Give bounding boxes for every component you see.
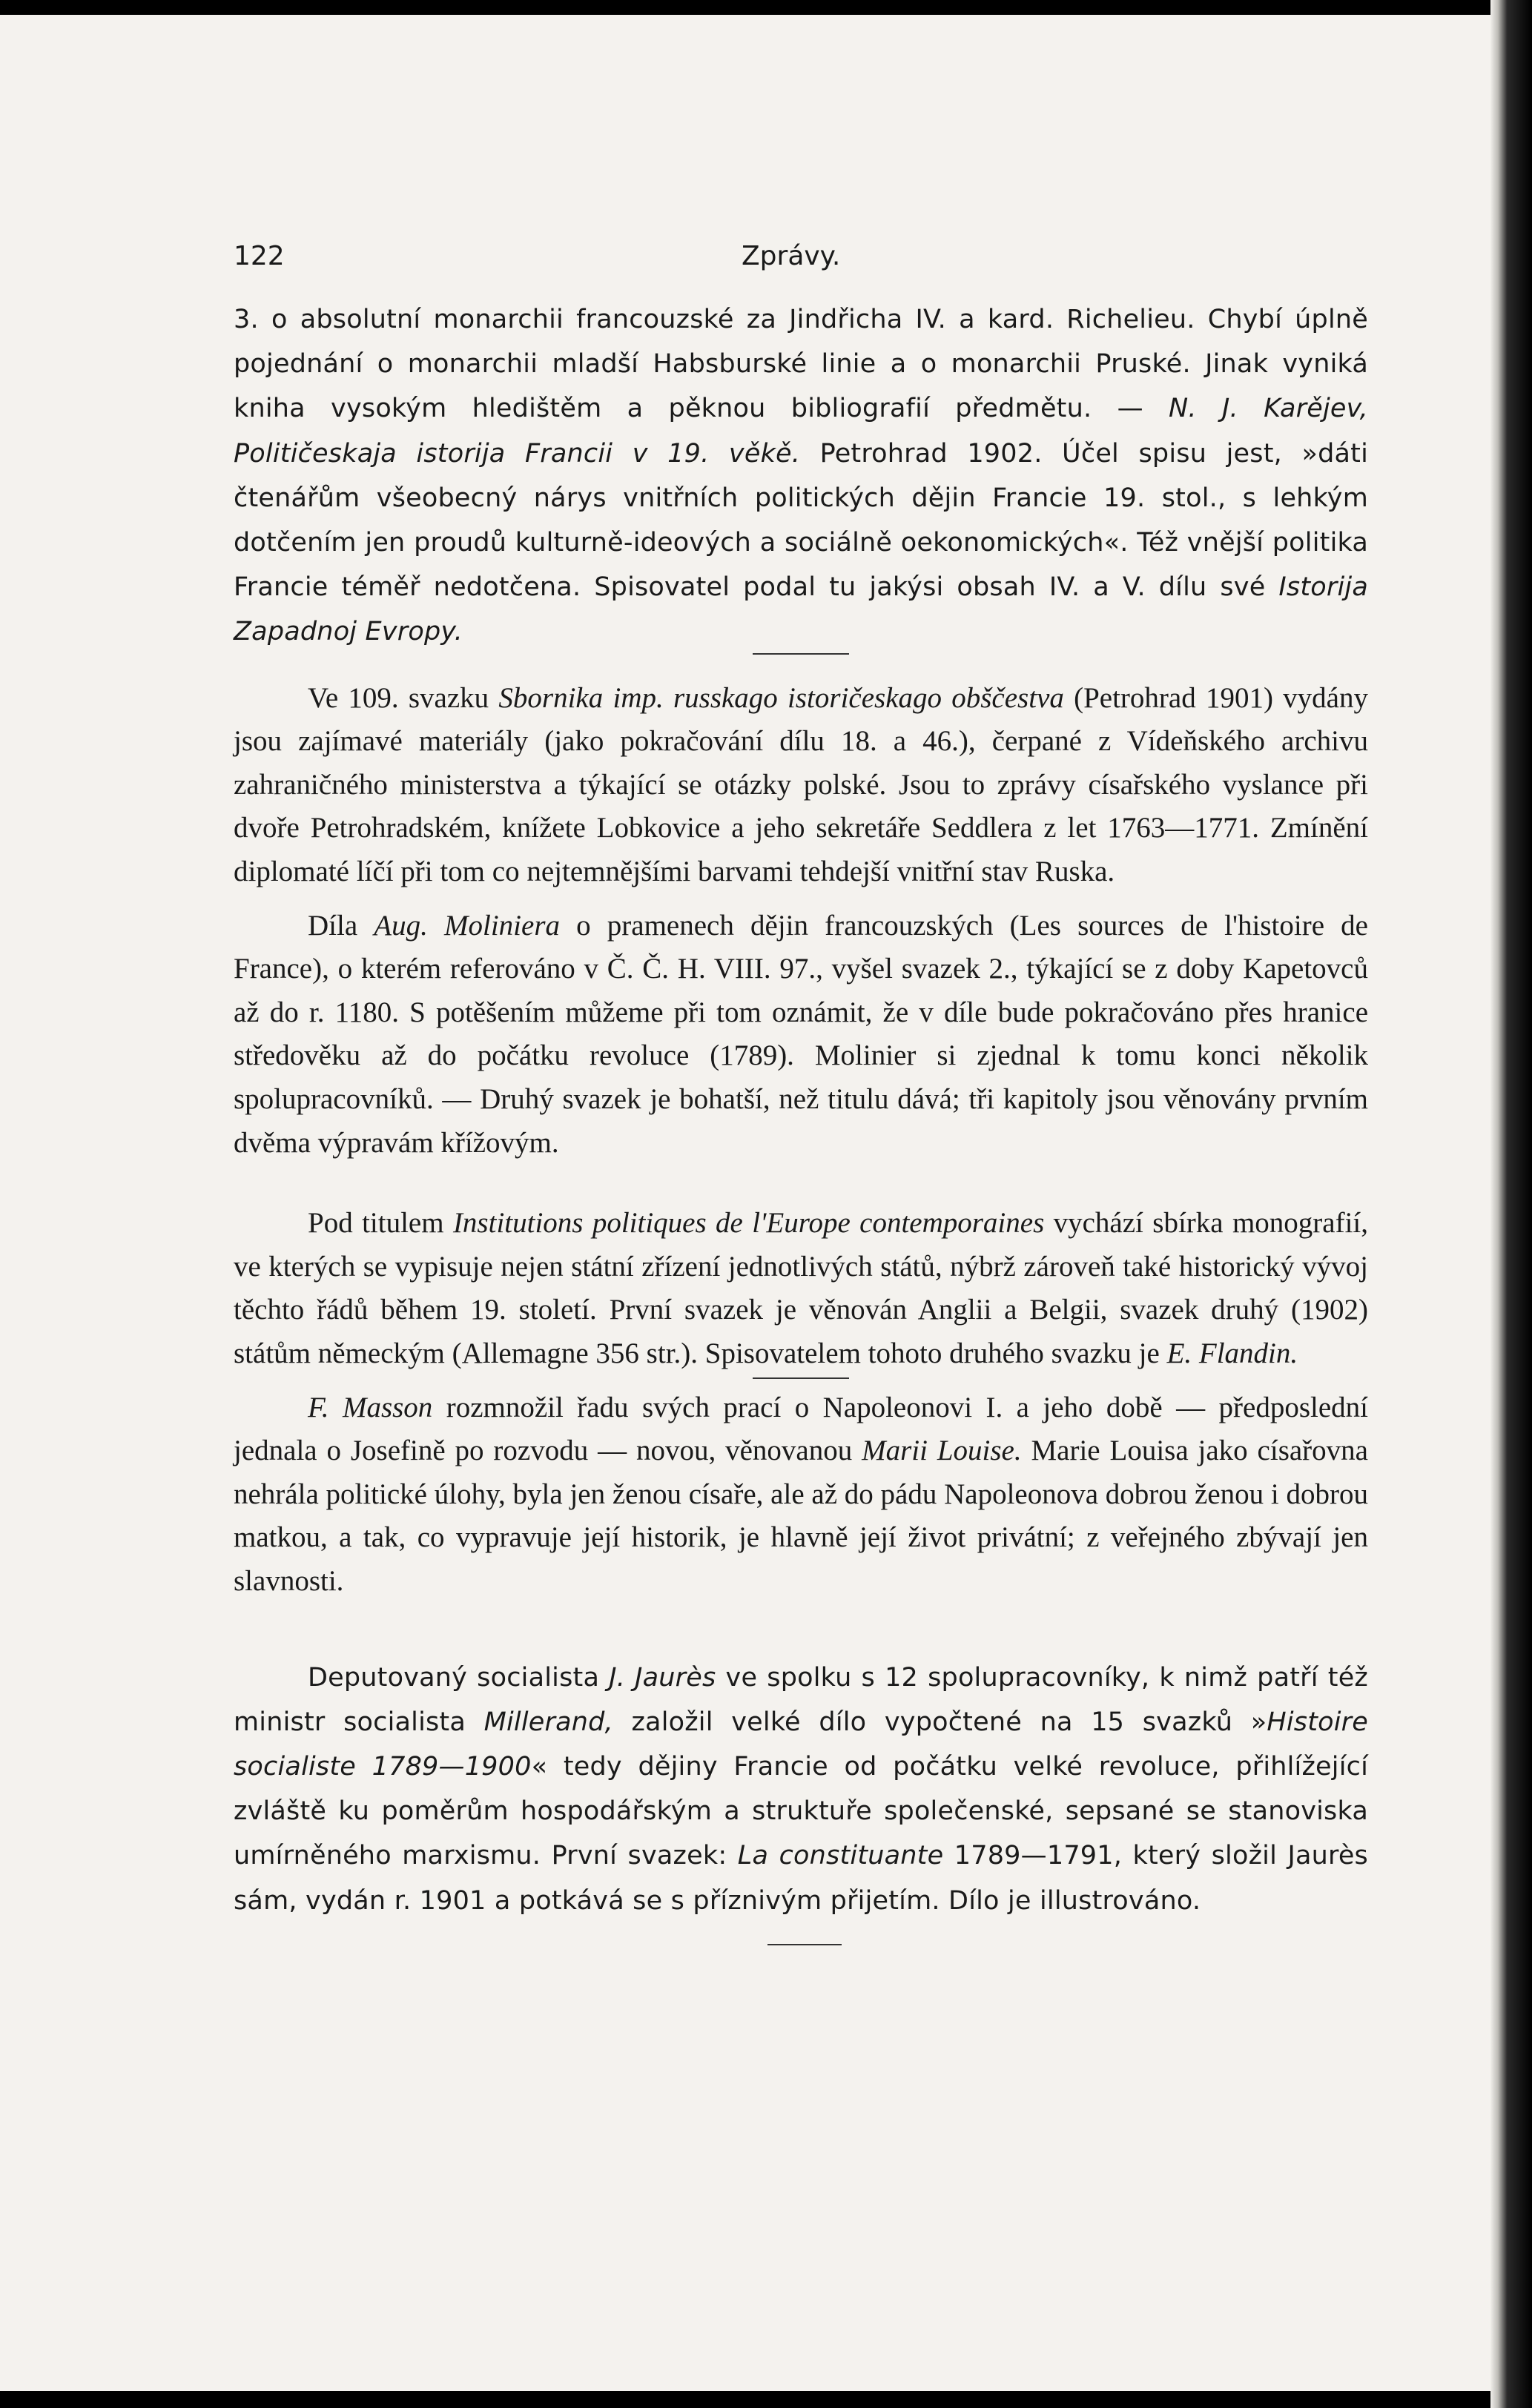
running-title: Zprávy. xyxy=(742,241,841,271)
paragraph-jaures: Deputovaný socialista J. Jaurès ve spolku s 12 spolupracovníky, k nimž patří též ministr socialista Millerand, založil velké dílo vypočtené na 15 svazků »Histoire socialiste 1789—1900« tedy dějiny Francie od počátku velké revoluce, přihlížející zvláště ku poměrům hospodářským a struktuře společenské, sepsané se stanoviska umírněného marxismu. První svazek: La constituante 1789—1791, který složil Jaurès sám, vydán r. 1901 a potkává se s příznivým přijetím. Dílo je illustrováno. xyxy=(234,1662,1368,1916)
book-title-marii-louise: Marii Louise. xyxy=(862,1435,1022,1467)
paragraph-institutions: Pod titulem Institutions politiques de l'Europe contemporaines vychází sbírka monografií, ve kterých se vypisuje nejen státní zřízení jednotlivých států, nýbrž zároveň také historický vývoj těchto řádů během 19. století. První svazek je věnován Anglii a Belgii, svazek druhý (1902) státům německým (Allemagne 356 str.). Spisovatelem tohoto druhého svazku je E. Flandin. xyxy=(234,1207,1368,1369)
book-title-sbornik: Sbornika imp. russkago istoričeskago obščestva xyxy=(498,681,1064,714)
paragraph-masson: F. Masson rozmnožil řadu svých prací o Napoleonovi I. a jeho době — předposlední jednala o Josefině po rozvodu — novou, věnovanou Marii Louise. Marie Louisa jako císařovna nehrála politické úlohy, byla jen ženou císaře, ale až do pádu Napoleonova dobrou ženou i dobrou matkou, a tak, co vypravuje její historik, je hlavně její život privátní; z veřejného zbývají jen slavnosti. xyxy=(234,1391,1369,1597)
paragraph-karejev: 3. o absolutní monarchii francouzské za Jindřicha IV. a kard. Richelieu. Chybí úplně pojednání o monarchii mladší Habsburské linie a o monarchii Pruské. Jinak vyniká kniha vysokým hledištěm a pěknou bibliografií předmětu. — N. J. Karějev, Političeskaja istorija Francii v 19. věkě. Petrohrad 1902. Účel spisu jest, »dáti čtenářům všeobecný nárys vnitřních politických dějin Francie 19. stol., s lehkým dotčením jen proudů kulturně-ideových a sociálně oekonomických«. Též vnější politika Francie téměř nedotčena. Spisovatel podal tu jakýsi obsah IV. a V. dílu své Istorija Zapadnoj Evropy. xyxy=(234,305,1368,647)
book-title-karejev: N. J. Karějev, Političeskaja istorija Francii v 19. věkě. xyxy=(234,394,1368,469)
section-divider xyxy=(753,1377,849,1379)
paragraph-molinier: Díla Aug. Moliniera o pramenech dějin francouzských (Les sources de l'histoire de France), o kterém referováno v Č. Č. H. VIII. 97., vyšel svazek 2., týkající se z doby Kapetovců až do r. 1180. S potěšením můžeme při tom oznámit, že v díle bude pokračováno přes hranice středověku až do počátku revoluce (1789). Molinier si zjednal k tomu konci několik spolupracovníků. — Druhý svazek je bohatší, než titulu dává; tři kapitoly jsou věnovány prvním dvěma výpravám křížovým. xyxy=(234,909,1368,1159)
section-divider xyxy=(767,1944,842,1945)
book-title-histoire-socialiste: Histoire socialiste 1789—1900 xyxy=(234,1707,1368,1782)
scan-edge xyxy=(1490,0,1532,2408)
paragraph-sbornik: Ve 109. svazku Sbornika imp. russkago istoričeskago obščestva (Petrohrad 1901) vydány jsou zajímavé materiály (jako pokračování dílu 18. a 46.), čerpané z Vídeňského archivu zahraničného ministerstva a týkající se otázky polské. Jsou to zprávy císařského vyslance při dvoře Petrohradském, knížete Lobkovice a jeho sekretáře Seddlera z let 1763—1771. Zmínění diplomaté líčí při tom co nejtemnějšími barvami tehdejší vnitřní stav Ruska. xyxy=(234,681,1368,887)
book-title-constituante: La constituante xyxy=(737,1841,944,1871)
page-content xyxy=(234,241,1368,1945)
author-flandin: E. Flandin. xyxy=(1166,1337,1298,1369)
author-jaures: J. Jaurès xyxy=(609,1662,716,1693)
book-title-istorija: Istorija Zapadnoj Evropy. xyxy=(234,572,1368,647)
running-header xyxy=(234,241,1368,285)
author-masson: F. Masson xyxy=(308,1391,433,1423)
page-number: 122 xyxy=(234,241,285,271)
section-divider xyxy=(753,653,849,655)
book-title-institutions: Institutions politiques de l'Europe contemporaines xyxy=(452,1207,1045,1240)
author-molinier: Aug. Moliniera xyxy=(374,909,560,942)
author-millerand: Millerand, xyxy=(483,1707,613,1737)
